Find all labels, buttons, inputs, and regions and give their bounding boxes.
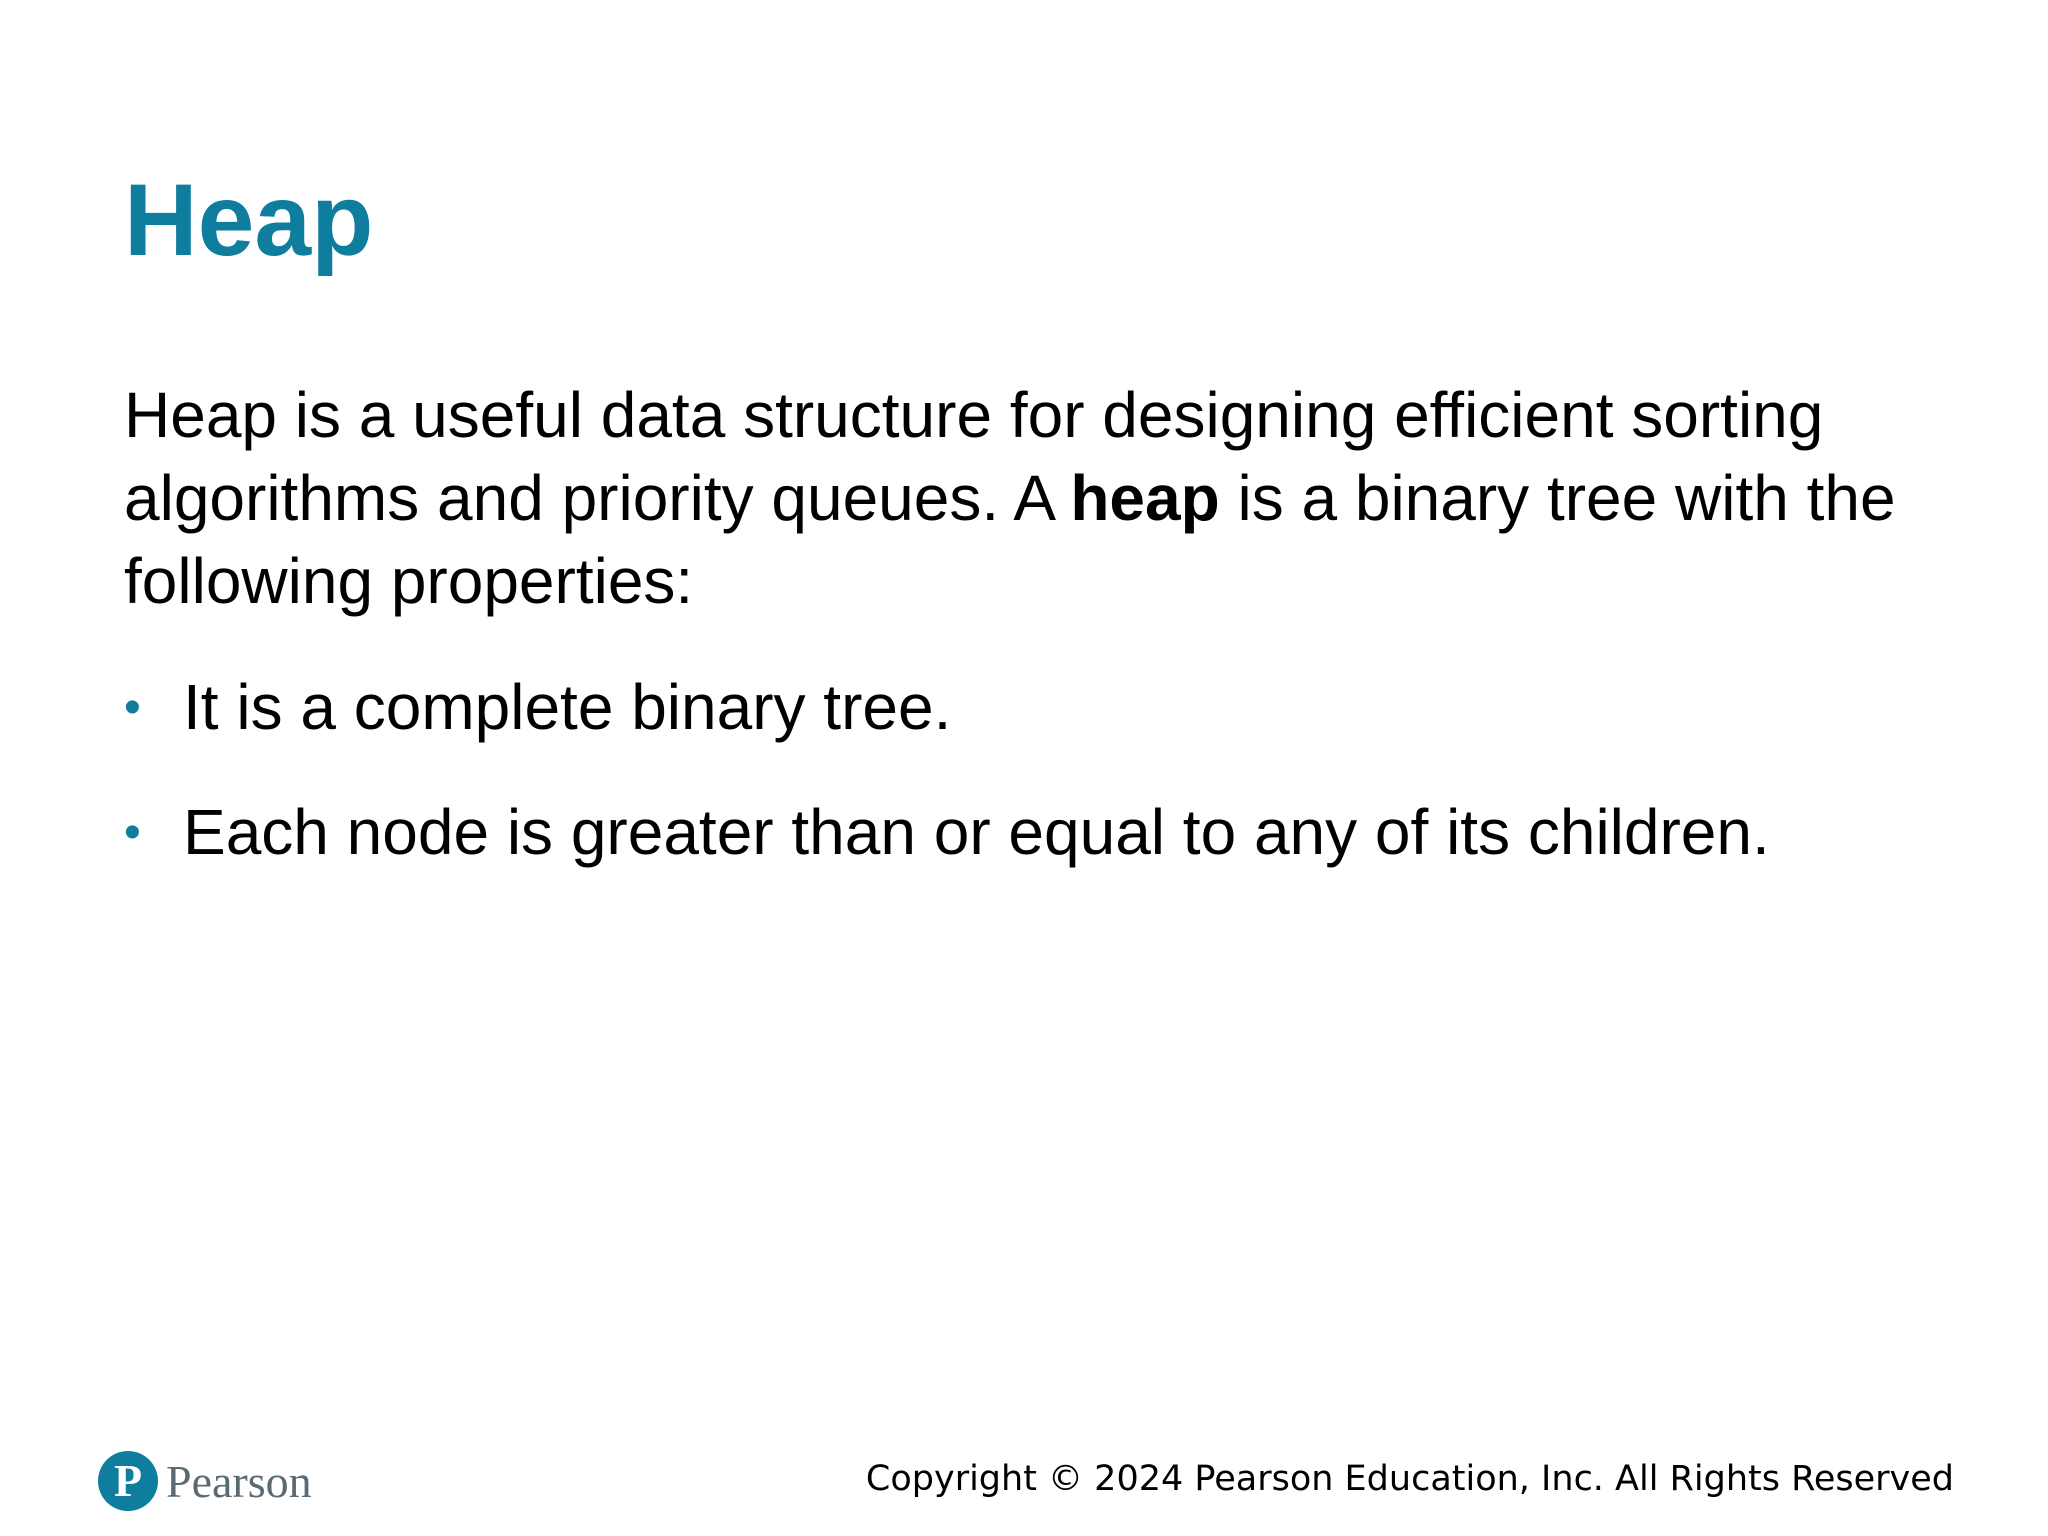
- bullet-icon: •: [124, 681, 141, 734]
- pearson-logo-icon: P: [98, 1451, 158, 1511]
- intro-text-before: Heap is a useful data structure for designing efficient sorting algorithms and priority queues. A: [124, 379, 1824, 534]
- pearson-logo: [98, 1446, 312, 1516]
- bullet-list: [124, 666, 1984, 916]
- intro-text-after: is a binary tree with the following properties:: [124, 462, 1896, 617]
- bullet-item: [124, 666, 1984, 749]
- slide-title: Heap: [124, 163, 374, 277]
- intro-paragraph: [124, 374, 1924, 623]
- bullet-item: [124, 791, 1984, 874]
- pearson-logo-text: Pearson: [166, 1455, 312, 1507]
- bullet-icon: •: [124, 806, 141, 859]
- copyright-notice: Copyright © 2024 Pearson Education, Inc. All Rights Reserved: [865, 1459, 1954, 1499]
- bullet-text: It is a complete binary tree.: [183, 671, 952, 743]
- bullet-text: Each node is greater than or equal to any of its children.: [183, 796, 1770, 868]
- intro-bold-term: heap: [1070, 462, 1220, 534]
